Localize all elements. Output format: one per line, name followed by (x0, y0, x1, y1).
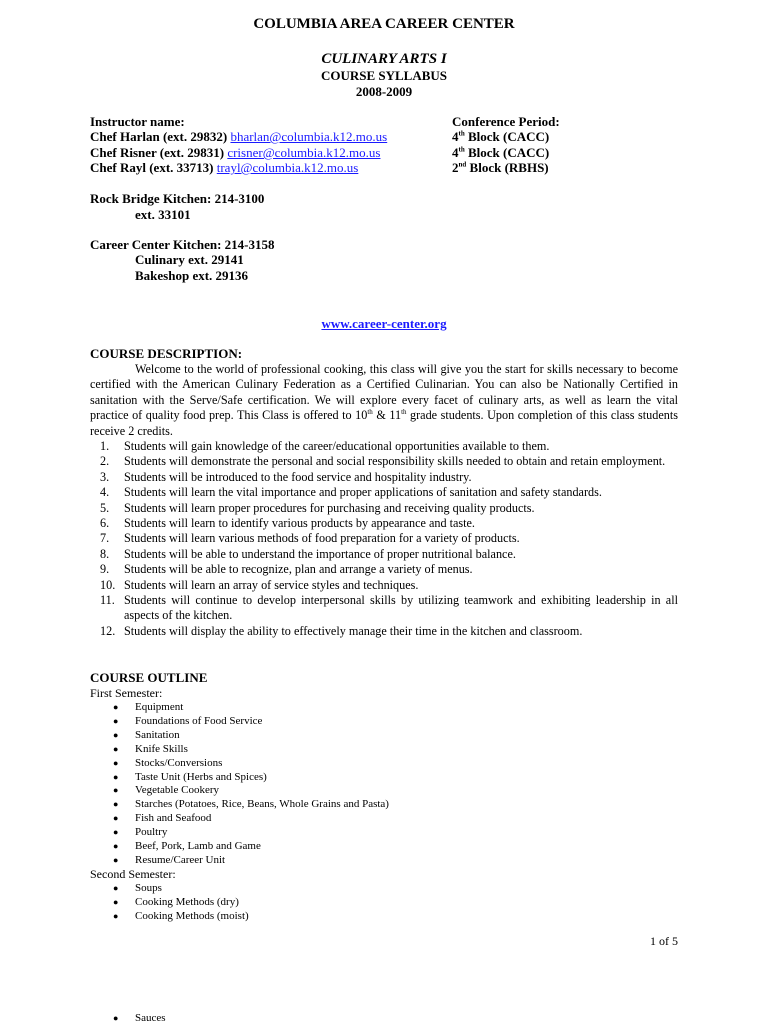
list-item (113, 896, 249, 910)
bakeshop-ext: Bakeshop ext. 29136 (135, 268, 249, 283)
bullet-icon: ● (113, 910, 119, 921)
list-item (90, 624, 678, 639)
item-number: 12. (100, 623, 116, 638)
period-suffix: th (458, 129, 465, 138)
bullet-icon: ● (113, 771, 119, 782)
description-text: grade students. Upon completion of this class students receive 2 credits. (90, 408, 678, 438)
ordinal-suffix: th (367, 408, 373, 417)
list-item (113, 812, 389, 826)
item-text: Students will learn to identify various products by appearance and taste. (124, 516, 475, 531)
list-item (90, 439, 678, 454)
item-text: Students will learn the vital importance and proper applications of sanitation and safety standards. (124, 485, 602, 500)
list-item (90, 593, 678, 624)
list-item (90, 578, 678, 593)
email-link[interactable]: crisner@columbia.k12.mo.us (227, 145, 381, 160)
item-number: 2. (100, 454, 110, 469)
item-text: Cooking Methods (dry) (135, 895, 239, 908)
item-text: Students will be able to recognize, plan and arrange a variety of menus. (124, 562, 473, 577)
item-number: 6. (100, 516, 110, 531)
item-text: Poultry (135, 826, 168, 839)
item-number: 10. (100, 577, 116, 592)
list-item (90, 547, 678, 562)
list-item (113, 840, 389, 854)
item-number: 5. (100, 500, 110, 515)
website-link[interactable]: www.career-center.org (321, 316, 447, 331)
bullet-icon: ● (113, 854, 119, 865)
email-link[interactable]: trayl@columbia.k12.mo.us (216, 160, 359, 175)
period-suffix: nd (458, 160, 467, 169)
item-number: 7. (100, 531, 110, 546)
ordinal-suffix: th (401, 408, 407, 417)
item-text: Students will continue to develop interpersonal skills by utilizing teamwork and exhibiting leadership in all aspects of the kitchen. (124, 593, 678, 623)
item-text: Vegetable Cookery (135, 784, 219, 797)
item-text: Equipment (135, 701, 184, 713)
list-item (113, 882, 249, 896)
description-text: Welcome to the world of professional cooking, this class will give you the start for skills necessary to become certified with the American Culinary Federation as a Certified Culinarian. You can also be Nationally Certified in sanitation with the Serve/Safe certification. We will explore every facet of culinary arts, as well as learn the vital practice of quality food prep. This Class is offered to 10 (90, 362, 678, 423)
bullet-icon: ● (113, 757, 119, 768)
bullet-icon: ● (113, 1013, 119, 1023)
item-text: Students will be introduced to the food service and hospitality industry. (124, 469, 472, 484)
list-item (90, 454, 678, 469)
outline-heading: COURSE OUTLINE (90, 670, 208, 685)
list-item (113, 757, 389, 771)
conference-period (452, 129, 549, 145)
item-text: Students will gain knowledge of the career/educational opportunities available to them. (124, 439, 550, 453)
bullet-icon: ● (113, 883, 119, 893)
first-semester-label: First Semester: (90, 686, 163, 700)
career-center-kitchen: Career Center Kitchen: 214-3158 (90, 237, 275, 252)
item-text: Taste Unit (Herbs and Spices) (135, 770, 267, 783)
conference-period (452, 145, 549, 161)
list-item (113, 729, 389, 743)
item-number: 9. (100, 562, 110, 577)
instructor-row (90, 129, 387, 145)
item-number: 4. (100, 485, 110, 500)
list-item (90, 531, 678, 546)
item-text: Fish and Seafood (135, 812, 212, 825)
rock-bridge-ext: ext. 33101 (135, 207, 191, 222)
period-suffix: th (458, 145, 465, 154)
item-text: Students will be able to understand the importance of proper nutritional balance. (124, 546, 516, 561)
item-text: Foundations of Food Service (135, 714, 263, 727)
list-item (113, 798, 389, 812)
conference-label: Conference Period: (452, 114, 560, 129)
instructor-name: Chef Rayl (ext. 33713) (90, 160, 217, 175)
objectives-block (90, 439, 678, 639)
email-link[interactable]: bharlan@columbia.k12.mo.us (230, 129, 388, 144)
rock-bridge-kitchen: Rock Bridge Kitchen: 214-3100 (90, 191, 265, 206)
period-block: Block (CACC) (464, 129, 550, 144)
first-semester-list (113, 701, 389, 868)
list-item (90, 470, 678, 485)
description-heading: COURSE DESCRIPTION: (90, 346, 243, 361)
period-number: 4 (452, 145, 459, 160)
item-number: 1. (100, 439, 110, 453)
second-semester-list (113, 882, 249, 924)
list-item (90, 485, 678, 500)
item-number: 11. (100, 593, 115, 608)
period-block: Block (RBHS) (466, 160, 549, 175)
item-text: Students will learn various methods of food preparation for a variety of products. (124, 531, 520, 546)
page-number: 1 of 5 (650, 934, 678, 948)
bullet-icon: ● (113, 729, 119, 740)
description-text: & 11 (372, 408, 402, 423)
bullet-icon: ● (113, 785, 119, 796)
culinary-ext: Culinary ext. 29141 (135, 252, 244, 267)
instructor-row (90, 145, 380, 161)
period-number: 2 (452, 160, 459, 175)
document-type: COURSE SYLLABUS (320, 68, 448, 83)
bullet-icon: ● (113, 799, 119, 810)
instructor-row (90, 160, 358, 176)
instructor-name: Chef Risner (ext. 29831) (90, 145, 228, 160)
bullet-icon: ● (113, 715, 119, 726)
bullet-icon: ● (113, 743, 119, 754)
instructor-label: Instructor name: (90, 114, 185, 129)
list-item (113, 826, 389, 840)
period-number: 4 (452, 129, 459, 144)
item-number: 8. (100, 546, 110, 561)
list-item (113, 715, 389, 729)
item-text: Stocks/Conversions (135, 756, 223, 769)
bullet-icon: ● (113, 827, 119, 838)
list-item (113, 771, 389, 785)
list-item (113, 701, 389, 715)
website-row (0, 316, 768, 332)
school-year: 2008-2009 (355, 84, 413, 99)
period-block: Block (CACC) (464, 145, 550, 160)
instructor-name: Chef Harlan (ext. 29832) (90, 129, 231, 144)
conference-period (452, 160, 549, 176)
item-text: Knife Skills (135, 742, 188, 755)
second-semester-label: Second Semester: (90, 867, 176, 881)
item-text: Resume/Career Unit (135, 853, 226, 866)
item-text: Soups (135, 882, 162, 894)
item-text: Beef, Pork, Lamb and Game (135, 840, 261, 853)
item-number: 3. (100, 469, 110, 484)
bullet-icon: ● (113, 896, 119, 907)
bullet-icon: ● (113, 841, 119, 852)
list-item (90, 562, 678, 577)
list-item (90, 501, 678, 516)
bullet-icon: ● (113, 813, 119, 824)
item-text: Students will learn proper procedures for purchasing and receiving quality products. (124, 500, 535, 515)
list-item (90, 516, 678, 531)
item-text: Cooking Methods (moist) (135, 909, 249, 922)
school-title: COLUMBIA AREA CAREER CENTER (253, 16, 515, 32)
item-text: Sanitation (135, 728, 180, 741)
course-title: CULINARY ARTS I (321, 51, 447, 67)
list-item (113, 784, 389, 798)
item-text: Starches (Potatoes, Rice, Beans, Whole Grains and Pasta) (135, 798, 389, 811)
list-item (113, 743, 389, 757)
item-text: Students will demonstrate the personal and social responsibility skills needed to obtain and retain employment. (124, 454, 666, 469)
item-text: Sauces (135, 1012, 166, 1024)
list-item (113, 910, 249, 924)
item-text: Students will display the ability to effectively manage their time in the kitchen and classroom. (124, 623, 583, 638)
item-text: Students will learn an array of service styles and techniques. (124, 577, 419, 592)
bullet-icon: ● (113, 702, 119, 712)
description-paragraph (90, 362, 678, 439)
list-item (113, 854, 389, 868)
